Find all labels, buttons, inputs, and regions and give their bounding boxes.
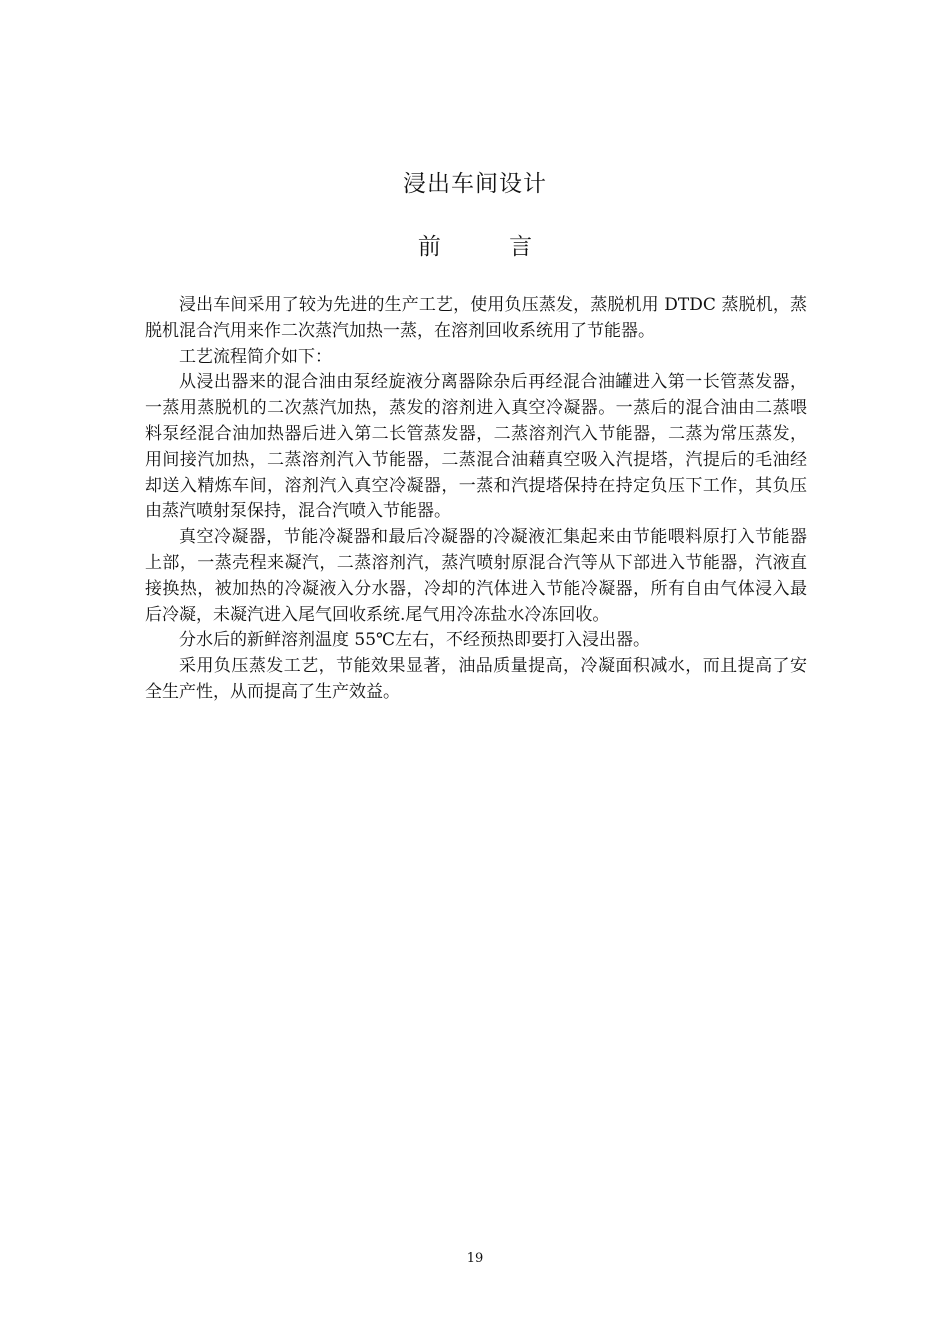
paragraph-condensers: 真空冷凝器，节能冷凝器和最后冷凝器的冷凝液汇集起来由节能喂料原打入节能器上部，一蒸壳程来凝汽，二蒸溶剂汽，蒸汽喷射原混合汽等从下部进入节能器，汽液直接换热，被加热的冷凝液入分水器，冷却的汽体进入节能冷凝器，所有自由气体浸入最后冷凝，未凝汽进入尾气回收系统.尾气用冷冻盐水冷冻回收。: [145, 527, 807, 625]
section-heading-char: 前: [417, 234, 441, 260]
section-heading-char: 言: [509, 234, 533, 260]
page-number: 19: [466, 1251, 484, 1266]
paragraph-intro: 浸出车间采用了较为先进的生产工艺，使用负压蒸发，蒸脱机用 DTDC 蒸脱机，蒸脱机混合汽用来作二次蒸汽加热一蒸，在溶剂回收系统用了节能器。: [145, 295, 807, 341]
paragraph-process-intro: 工艺流程简介如下：: [179, 346, 332, 367]
paragraph-process-flow: 从浸出器来的混合油由泵经旋液分离器除杂后再经混合油罐进入第一长管蒸发器，一蒸用蒸脱机的二次蒸汽加热，蒸发的溶剂进入真空冷凝器。一蒸后的混合油由二蒸喂料泵经混合油加热器后进入第二长管蒸发器，二蒸溶剂汽入节能器，二蒸为常压蒸发，用间接汽加热，二蒸溶剂汽入节能器，二蒸混合油藉真空吸入汽提塔，汽提后的毛油经却送入精炼车间，溶剂汽入真空冷凝器，一蒸和汽提塔保持在持定负压下工作，其负压由蒸汽喷射泵保持，混合汽喷入节能器。: [145, 372, 807, 522]
page-title: 浸出车间设计: [403, 171, 547, 197]
paragraph-benefits: 采用负压蒸发工艺，节能效果显著，油品质量提高，冷凝面积减水，而且提高了安全生产性，从而提高了生产效益。: [145, 656, 807, 702]
body-text: [145, 293, 807, 706]
section-heading-preface: [0, 229, 950, 265]
paragraph-solvent-temperature: 分水后的新鲜溶剂温度 55℃左右，不经预热即要打入浸出器。: [179, 630, 651, 651]
